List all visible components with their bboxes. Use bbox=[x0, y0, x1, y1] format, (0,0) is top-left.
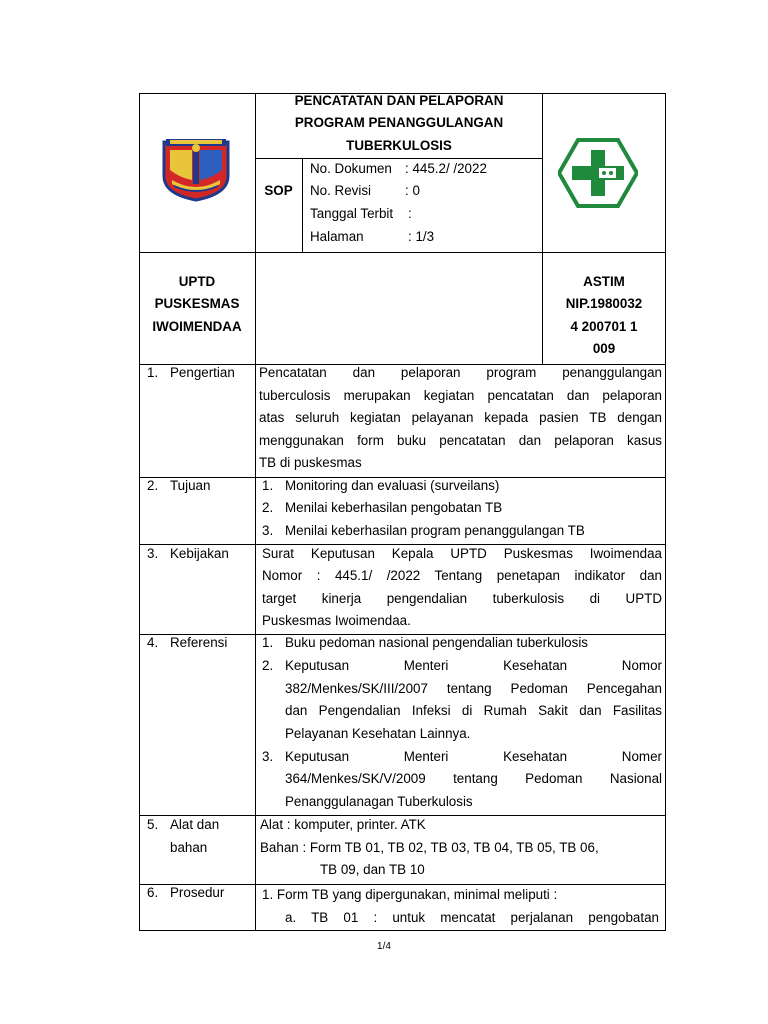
pengertian-line-4: menggunakan form buku pencatatan dan pelaporan kasus bbox=[259, 433, 662, 448]
prosedur-line-1: 1. Form TB yang dipergunakan, minimal meliputi : bbox=[262, 887, 558, 902]
prosedur-line-2: a. TB 01 : untuk mencatat perjalanan pengobatan bbox=[285, 910, 659, 925]
tujuan-item-2-text: Menilai keberhasilan pengobatan TB bbox=[285, 500, 503, 515]
district-emblem-icon bbox=[160, 136, 232, 202]
section-1-label: Pengertian bbox=[170, 365, 235, 380]
issue-date-value: : bbox=[408, 206, 412, 221]
referensi-item-2-number: 2. bbox=[262, 658, 274, 673]
pengertian-line-1: Pencatatan dan pelaporan program penanggulangan bbox=[259, 365, 662, 380]
page-number: 1/4 bbox=[377, 941, 391, 952]
alat-line: Alat : komputer, printer. ATK bbox=[260, 817, 426, 832]
section-3-label: Kebijakan bbox=[170, 546, 229, 561]
section-5-number: 5. bbox=[147, 817, 159, 832]
revision-value: : 0 bbox=[405, 183, 420, 198]
referensi-item-3-line-1: Keputusan Menteri Kesehatan Nomer bbox=[285, 749, 662, 764]
section-4-label: Referensi bbox=[170, 635, 228, 650]
pengertian-line-5: TB di puskesmas bbox=[259, 455, 362, 470]
sop-label: SOP bbox=[264, 183, 293, 198]
signatory-nip-line-1: NIP.1980032 bbox=[565, 296, 643, 311]
tujuan-item-3-number: 3. bbox=[262, 523, 274, 538]
section-3-number: 3. bbox=[147, 546, 159, 561]
signatory-nip-line-2: 4 200701 1 bbox=[570, 319, 638, 334]
kebijakan-line-4: Puskesmas Iwoimendaa. bbox=[262, 613, 411, 628]
bahan-line-1: Bahan : Form TB 01, TB 02, TB 03, TB 04, TB 05, TB 06, bbox=[260, 840, 599, 855]
tujuan-item-1-text: Monitoring dan evaluasi (surveilans) bbox=[285, 478, 500, 493]
org-line-2: PUSKESMAS bbox=[154, 296, 240, 311]
referensi-item-3-line-3: Penanggulanagan Tuberkulosis bbox=[285, 794, 473, 809]
document-title-line-2: PROGRAM PENANGGULANGAN bbox=[294, 115, 504, 130]
pengertian-line-3: atas seluruh kegiatan pelayanan kepada pasien TB dengan bbox=[259, 410, 662, 425]
section-6-label: Prosedur bbox=[170, 885, 225, 900]
tujuan-item-2-number: 2. bbox=[262, 500, 274, 515]
referensi-item-1-number: 1. bbox=[262, 635, 274, 650]
tujuan-item-1-number: 1. bbox=[262, 478, 274, 493]
tujuan-item-3-text: Menilai keberhasilan program penanggulangan TB bbox=[285, 523, 585, 538]
section-1-number: 1. bbox=[147, 365, 159, 380]
kebijakan-line-1: Surat Keputusan Kepala UPTD Puskesmas Iwoimendaa bbox=[262, 546, 662, 561]
kebijakan-line-3: target kinerja pengendalian tuberkulosis di UPTD bbox=[262, 591, 662, 606]
pengertian-line-2: tuberculosis merupakan kegiatan pencatatan dan pelaporan bbox=[259, 388, 662, 403]
puskesmas-cross-icon bbox=[558, 138, 638, 208]
revision-label: No. Revisi bbox=[310, 183, 372, 198]
referensi-item-2-line-3: dan Pengendalian Infeksi di Rumah Sakit dan Fasilitas bbox=[285, 703, 662, 718]
referensi-item-3-line-2: 364/Menkes/SK/V/2009 tentang Pedoman Nasional bbox=[285, 771, 662, 786]
referensi-item-2-line-2: 382/Menkes/SK/III/2007 tentang Pedoman Pencegahan bbox=[285, 681, 662, 696]
bahan-line-2: TB 09, dan TB 10 bbox=[320, 862, 425, 877]
section-2-label: Tujuan bbox=[170, 478, 211, 493]
section-5-label-line-1: Alat dan bbox=[170, 817, 220, 832]
referensi-item-3-number: 3. bbox=[262, 749, 274, 764]
signatory-name: ASTIM bbox=[583, 274, 625, 289]
referensi-item-1-text: Buku pedoman nasional pengendalian tuberkulosis bbox=[285, 635, 588, 650]
page-label: Halaman bbox=[310, 229, 364, 244]
section-2-number: 2. bbox=[147, 478, 159, 493]
section-5-label-line-2: bahan bbox=[170, 840, 208, 855]
document-title-line-3: TUBERKULOSIS bbox=[346, 138, 452, 153]
doc-number-value: : 445.2/ /2022 bbox=[405, 161, 487, 176]
section-6-number: 6. bbox=[147, 885, 159, 900]
referensi-item-2-line-4: Pelayanan Kesehatan Lainnya. bbox=[285, 726, 471, 741]
page-value: : 1/3 bbox=[408, 229, 435, 244]
org-line-3: IWOIMENDAA bbox=[152, 319, 242, 334]
signatory-nip-line-3: 009 bbox=[592, 341, 616, 356]
referensi-item-2-line-1: Keputusan Menteri Kesehatan Nomor bbox=[285, 658, 662, 673]
issue-date-label: Tanggal Terbit bbox=[310, 206, 394, 221]
doc-number-label: No. Dokumen bbox=[310, 161, 392, 176]
section-4-number: 4. bbox=[147, 635, 159, 650]
document-title-line-1: PENCATATAN DAN PELAPORAN bbox=[294, 93, 504, 108]
kebijakan-line-2: Nomor : 445.1/ /2022 Tentang penetapan indikator dan bbox=[262, 568, 662, 583]
org-line-1: UPTD bbox=[178, 274, 216, 289]
